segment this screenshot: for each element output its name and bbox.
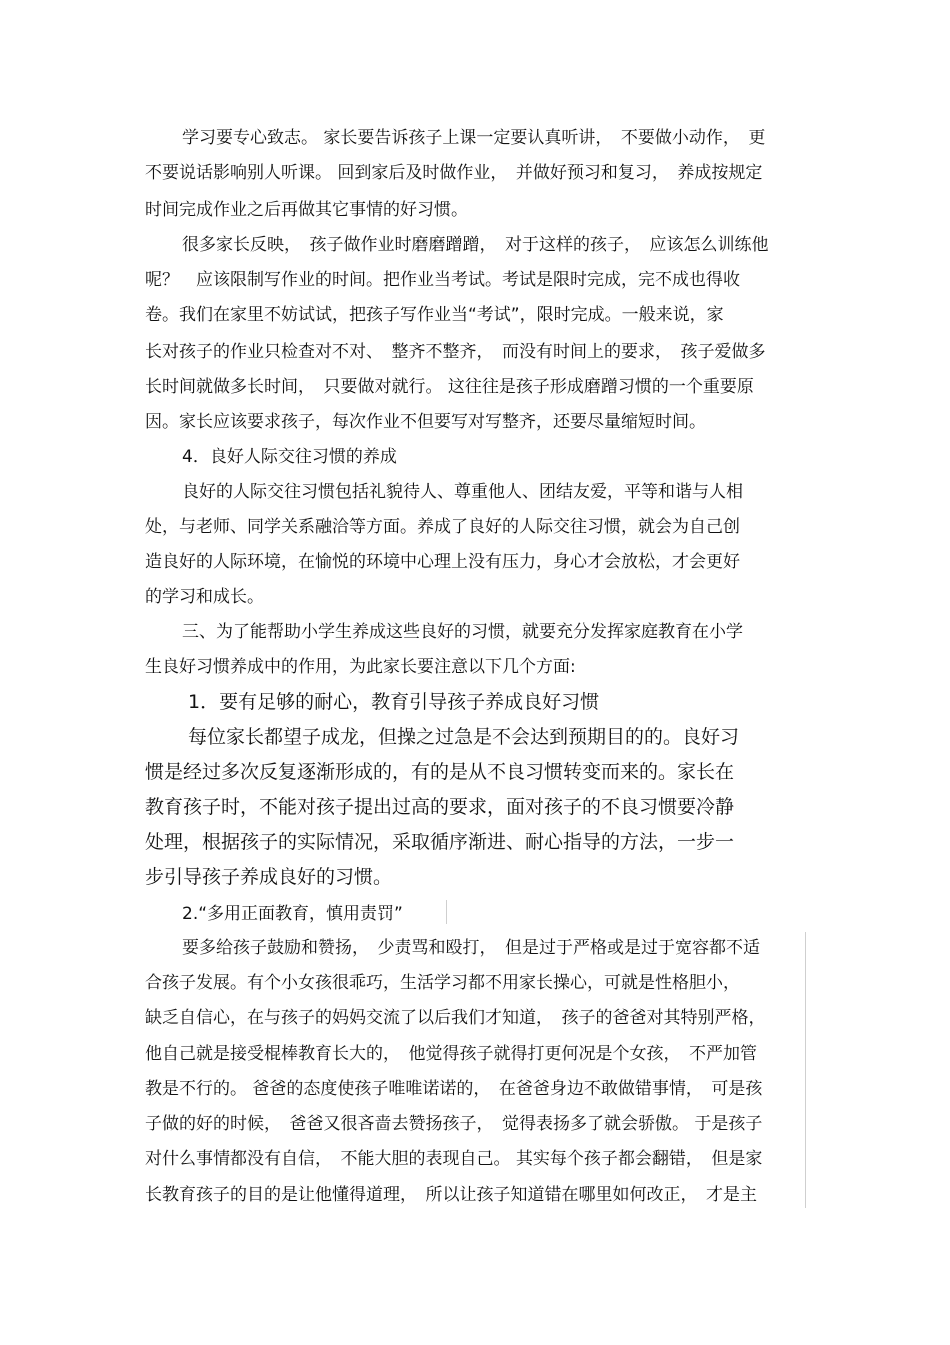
text-line: 卷。我们在家里不妨试试，把孩子写作业当“考试”，限时完成。一般来说，家 xyxy=(145,305,724,325)
section-heading: 1．要有足够的耐心，教育引导孩子养成良好习惯 xyxy=(188,691,600,713)
text-line: 造良好的人际环境，在愉悦的环境中心理上没有压力，身心才会放松，才会更好 xyxy=(145,552,740,572)
section-heading: 4．良好人际交往习惯的养成 xyxy=(182,447,397,467)
text-line: 因。家长应该要求孩子，每次作业不但要写对写整齐，还要尽量缩短时间。 xyxy=(145,412,706,432)
text-line: 长时间就做多长时间， 只要做对就行。 这往往是孩子形成磨蹭习惯的一个重要原 xyxy=(145,377,754,397)
margin-rule xyxy=(805,932,806,1208)
text-line: 很多家长反映， 孩子做作业时磨磨蹭蹭， 对于这样的孩子， 应该怎么训练他 xyxy=(182,235,769,255)
text-line: 教是不行的。 爸爸的态度使孩子唯唯诺诺的， 在爸爸身边不敢做错事情， 可是孩 xyxy=(145,1079,763,1099)
text-line: 合孩子发展。有个小女孩很乖巧，生活学习都不用家长操心，可就是性格胆小， xyxy=(145,973,740,993)
text-line: 处理，根据孩子的实际情况，采取循序渐进、耐心指导的方法，一步一 xyxy=(145,831,735,853)
text-line: 子做的好的时候， 爸爸又很吝啬去赞扬孩子， 觉得表扬多了就会骄傲。 于是孩子 xyxy=(145,1114,763,1134)
text-line: 他自己就是接受棍棒教育长大的， 他觉得孩子就得打更何况是个女孩， 不严加管 xyxy=(145,1044,757,1064)
text-line: 学习要专心致志。 家长要告诉孩子上课一定要认真听讲， 不要做小动作， 更 xyxy=(182,128,766,148)
margin-rule xyxy=(446,900,447,924)
text-line: 处，与老师、同学关系融洽等方面。养成了良好的人际交往习惯，就会为自己创 xyxy=(145,517,740,537)
text-line: 长对孩子的作业只检查对不对、 整齐不整齐， 而没有时间上的要求， 孩子爱做多 xyxy=(145,342,766,362)
text-line: 缺乏自信心，在与孩子的妈妈交流了以后我们才知道， 孩子的爸爸对其特别严格， xyxy=(145,1008,766,1028)
text-line: 呢？ 应该限制写作业的时间。把作业当考试。考试是限时完成，完不成也得收 xyxy=(145,270,740,290)
text-line: 的学习和成长。 xyxy=(145,587,264,607)
text-line: 良好的人际交往习惯包括礼貌待人、尊重他人、团结友爱，平等和谐与人相 xyxy=(182,482,743,502)
text-line: 教育孩子时，不能对孩子提出过高的要求，面对孩子的不良习惯要冷静 xyxy=(145,796,735,818)
text-line: 生良好习惯养成中的作用，为此家长要注意以下几个方面: xyxy=(145,657,576,677)
section-heading: 2.“多用正面教育，慎用责罚” xyxy=(182,904,403,924)
text-line: 要多给孩子鼓励和赞扬， 少责骂和殴打， 但是过于严格或是过于宽容都不适 xyxy=(182,938,760,958)
text-line: 每位家长都望子成龙，但操之过急是不会达到预期目的的。良好习 xyxy=(188,726,740,748)
text-line: 三、为了能帮助小学生养成这些良好的习惯，就要充分发挥家庭教育在小学 xyxy=(182,622,743,642)
text-line: 惯是经过多次反复逐渐形成的，有的是从不良习惯转变而来的。家长在 xyxy=(145,761,735,783)
text-line: 对什么事情都没有自信， 不能大胆的表现自己。 其实每个孩子都会翻错， 但是家 xyxy=(145,1149,763,1169)
text-line: 不要说话影响别人听课。 回到家后及时做作业， 并做好预习和复习， 养成按规定 xyxy=(145,163,763,183)
text-line: 步引导孩子养成良好的习惯。 xyxy=(145,866,393,888)
text-line: 时间完成作业之后再做其它事情的好习惯。 xyxy=(145,200,468,220)
text-line: 长教育孩子的目的是让他懂得道理， 所以让孩子知道错在哪里如何改正， 才是主 xyxy=(145,1185,757,1205)
